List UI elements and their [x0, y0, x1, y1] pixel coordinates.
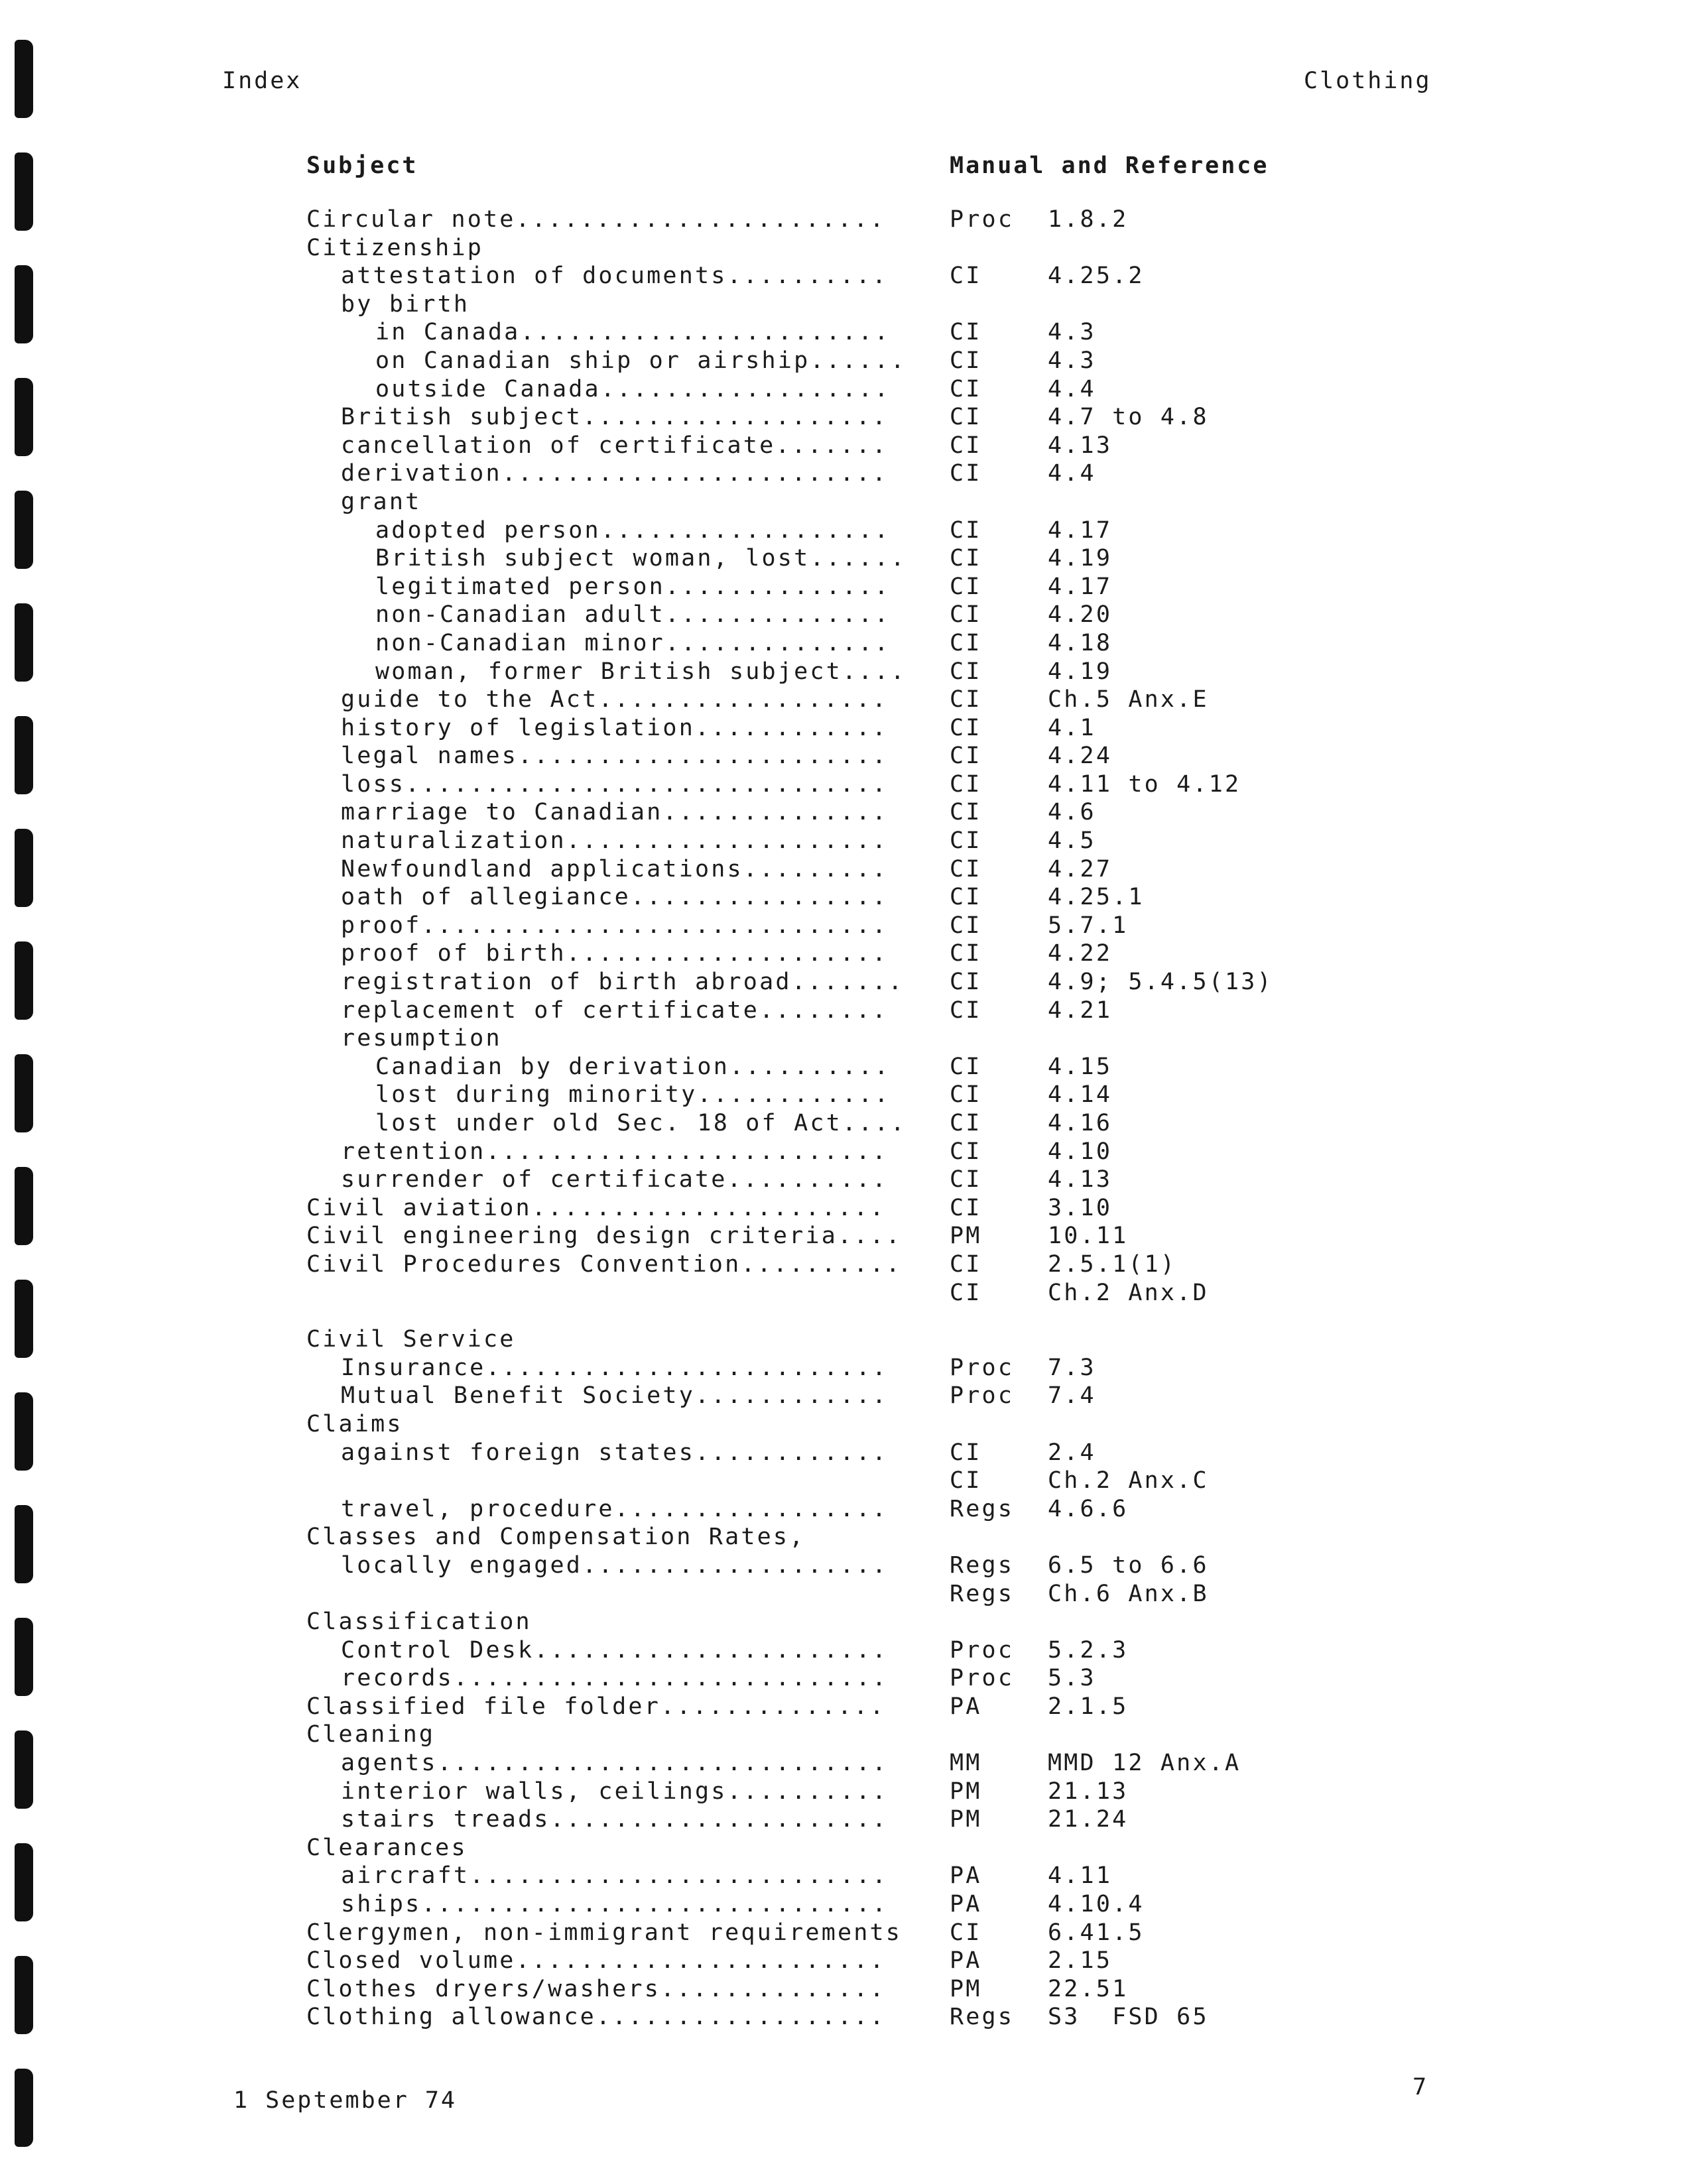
index-entry: [306, 1467, 1341, 1495]
entry-manual: CI: [950, 658, 982, 685]
entry-subject: proof of birth....................: [341, 940, 889, 967]
entry-manual: CI: [950, 770, 982, 798]
entry-subject: locally engaged...................: [341, 1551, 889, 1579]
subject-column-heading: Subject: [306, 152, 418, 179]
index-entry: [306, 714, 1341, 743]
entry-subject: on Canadian ship or airship......: [375, 347, 907, 374]
entry-subject: loss..............................: [341, 770, 889, 798]
index-entry: [306, 1138, 1341, 1166]
entry-subject: records...........................: [341, 1665, 889, 1692]
entry-reference: 4.11 to 4.12: [1048, 770, 1241, 798]
entry-manual: MM: [950, 1750, 982, 1777]
entry-reference: 4.19: [1048, 545, 1113, 572]
entry-manual: CI: [950, 1081, 982, 1109]
entry-manual: CI: [950, 432, 982, 459]
index-entry: [306, 1222, 1341, 1250]
entry-manual: CI: [950, 375, 982, 402]
index-entry: [306, 318, 1341, 347]
entry-reference: Ch.6 Anx.B: [1048, 1580, 1209, 1607]
index-entry: [306, 544, 1341, 573]
entry-manual: CI: [950, 743, 982, 770]
index-entry: [306, 206, 1341, 234]
entry-subject: Classified file folder..............: [306, 1693, 886, 1720]
entry-reference: 4.10.4: [1048, 1891, 1145, 1918]
entry-manual: CI: [950, 1919, 982, 1946]
entry-reference: 1.8.2: [1048, 206, 1129, 233]
entry-subject: Civil engineering design criteria....: [306, 1223, 903, 1250]
entry-subject: Classification: [306, 1608, 532, 1636]
index-entry: [306, 1721, 1341, 1749]
index-entry: [306, 855, 1341, 884]
entry-manual: CI: [950, 1110, 982, 1136]
entry-reference: MMD 12 Anx.A: [1048, 1750, 1241, 1777]
entry-subject: attestation of documents..........: [341, 263, 889, 290]
entry-subject: cancellation of certificate.......: [341, 432, 889, 459]
entry-manual: PM: [950, 1223, 982, 1250]
entry-manual: Regs: [950, 1551, 1015, 1579]
entry-subject: proof.............................: [341, 912, 889, 939]
entry-manual: CI: [950, 799, 982, 826]
entry-reference: 4.15: [1048, 1053, 1113, 1080]
entry-reference: 4.10: [1048, 1138, 1113, 1165]
index-entry: [306, 1919, 1341, 1947]
entry-subject: Insurance.........................: [341, 1354, 889, 1381]
index-entry: [306, 770, 1341, 799]
entry-manual: Proc: [950, 1665, 1015, 1692]
entry-reference: 4.9; 5.4.5(13): [1048, 969, 1273, 996]
entry-subject: British subject...................: [341, 404, 889, 431]
entry-manual: CI: [950, 940, 982, 967]
entry-manual: CI: [950, 1467, 982, 1494]
entry-subject: non-Canadian minor..............: [375, 629, 891, 656]
entry-subject: woman, former British subject....: [375, 658, 907, 685]
entry-reference: 4.19: [1048, 658, 1113, 685]
index-entry: [306, 1194, 1341, 1223]
entry-manual: CI: [950, 573, 982, 600]
index-entry: [306, 997, 1341, 1025]
entry-subject: outside Canada..................: [375, 375, 891, 402]
entry-subject: Clearances: [306, 1834, 468, 1861]
entry-subject: Newfoundland applications.........: [341, 855, 889, 882]
entry-reference: 21.13: [1048, 1778, 1129, 1805]
entry-subject: surrender of certificate..........: [341, 1166, 889, 1193]
entry-subject: history of legislation............: [341, 714, 889, 741]
entry-subject: Classes and Compensation Rates,: [306, 1524, 806, 1551]
binder-hole: [15, 152, 33, 231]
index-entry: [306, 1805, 1341, 1834]
entry-manual: Proc: [950, 1354, 1015, 1381]
entry-subject: derivation........................: [341, 460, 889, 487]
index-entry: [306, 1081, 1341, 1109]
entry-manual: PA: [950, 1693, 982, 1720]
index-entry: [306, 1354, 1341, 1382]
entry-reference: 4.7 to 4.8: [1048, 404, 1209, 431]
entry-manual: CI: [950, 855, 982, 882]
entry-manual: CI: [950, 912, 982, 939]
entry-reference: 10.11: [1048, 1223, 1129, 1250]
entry-subject: legitimated person..............: [375, 573, 891, 600]
entry-manual: CI: [950, 263, 982, 290]
entry-manual: CI: [950, 714, 982, 741]
index-entry: [306, 2003, 1341, 2032]
entry-manual: CI: [950, 969, 982, 996]
entry-subject: Civil Procedures Convention..........: [306, 1250, 903, 1278]
index-entry: [306, 1109, 1341, 1138]
index-entry: [306, 1024, 1341, 1053]
index-entry: [306, 1693, 1341, 1721]
entry-manual: PA: [950, 1891, 982, 1918]
entry-reference: 4.1: [1048, 714, 1096, 741]
entry-manual: Regs: [950, 1580, 1015, 1607]
entry-manual: CI: [950, 404, 982, 431]
entry-subject: by birth: [341, 290, 470, 318]
entry-subject: replacement of certificate........: [341, 997, 889, 1024]
entry-manual: CI: [950, 516, 982, 544]
index-entry: [306, 1382, 1341, 1410]
entry-manual: CI: [950, 601, 982, 629]
binder-hole: [15, 1392, 33, 1471]
index-entry: [306, 1975, 1341, 2004]
entry-subject: in Canada.......................: [375, 319, 891, 346]
entry-manual: Regs: [950, 1495, 1015, 1522]
entry-subject: Closed volume.......................: [306, 1947, 886, 1974]
index-entry: [306, 1890, 1341, 1919]
entry-subject: non-Canadian adult..............: [375, 601, 891, 629]
entry-subject: guide to the Act..................: [341, 686, 889, 713]
entry-reference: 4.6: [1048, 799, 1096, 826]
entry-reference: 4.17: [1048, 573, 1113, 600]
entry-manual: CI: [950, 1138, 982, 1165]
header-section-label: Clothing: [1304, 68, 1432, 94]
entry-reference: 22.51: [1048, 1975, 1129, 2002]
entry-subject: grant: [341, 488, 422, 515]
entry-manual: PM: [950, 1975, 982, 2002]
header-index-label: Index: [222, 68, 302, 94]
reference-column-heading: Manual and Reference: [950, 152, 1269, 179]
index-entry: [306, 234, 1341, 263]
entry-reference: 6.5 to 6.6: [1048, 1551, 1209, 1579]
entry-reference: 2.15: [1048, 1947, 1113, 1974]
entry-subject: Civil Service: [306, 1326, 516, 1353]
entry-manual: PA: [950, 1862, 982, 1890]
index-entry: [306, 1166, 1341, 1194]
index-entry: [306, 1778, 1341, 1806]
entry-reference: 4.25.2: [1048, 263, 1145, 290]
entry-reference: 4.21: [1048, 997, 1113, 1024]
index-entry: [306, 1947, 1341, 1975]
index-entry: [306, 1410, 1341, 1439]
binder-hole: [15, 1054, 33, 1132]
entry-reference: 5.2.3: [1048, 1636, 1129, 1664]
entry-subject: Clothes dryers/washers..............: [306, 1975, 886, 2002]
entry-subject: Control Desk......................: [341, 1636, 889, 1664]
entry-manual: CI: [950, 1439, 982, 1466]
entry-subject: Canadian by derivation..........: [375, 1053, 891, 1080]
entry-manual: Proc: [950, 1636, 1015, 1664]
entry-subject: marriage to Canadian..............: [341, 799, 889, 826]
entry-subject: Circular note.......................: [306, 206, 886, 233]
binder-hole: [15, 265, 33, 343]
index-entry: [306, 940, 1341, 968]
entry-reference: 21.24: [1048, 1806, 1129, 1833]
binder-holes: [15, 40, 41, 2161]
entry-subject: resumption: [341, 1025, 502, 1052]
entry-subject: travel, procedure.................: [341, 1495, 889, 1522]
entry-manual: CI: [950, 686, 982, 713]
entry-reference: 4.25.1: [1048, 884, 1145, 911]
entry-reference: Ch.2 Anx.C: [1048, 1467, 1209, 1494]
index-entry: [306, 686, 1341, 714]
index-entry: [306, 1495, 1341, 1524]
entry-manual: CI: [950, 1250, 982, 1278]
entry-subject: aircraft..........................: [341, 1862, 889, 1890]
entry-reference: 4.11: [1048, 1862, 1113, 1890]
entry-manual: CI: [950, 629, 982, 656]
entry-manual: CI: [950, 1279, 982, 1306]
index-entry: [306, 1279, 1341, 1307]
binder-hole: [15, 716, 33, 794]
index-entry: [306, 968, 1341, 997]
index-entry: [306, 347, 1341, 375]
entry-reference: 4.18: [1048, 629, 1113, 656]
index-entry: [306, 1439, 1341, 1467]
binder-hole: [15, 603, 33, 682]
binder-hole: [15, 1956, 33, 2034]
index-entry: [306, 573, 1341, 601]
binder-hole: [15, 829, 33, 907]
entry-reference: 4.3: [1048, 347, 1096, 374]
entry-reference: 6.41.5: [1048, 1919, 1145, 1946]
index-entry: [306, 516, 1341, 545]
binder-hole: [15, 1843, 33, 1921]
entry-subject: against foreign states............: [341, 1439, 889, 1466]
entry-reference: 4.4: [1048, 460, 1096, 487]
entry-manual: CI: [950, 1053, 982, 1080]
index-entry: [306, 262, 1341, 290]
index-entry: [306, 375, 1341, 404]
entry-manual: Proc: [950, 1382, 1015, 1410]
binder-hole: [15, 2069, 33, 2147]
index-entry: [306, 1608, 1341, 1636]
index-entry: [306, 403, 1341, 432]
entry-reference: 4.5: [1048, 827, 1096, 855]
entry-reference: 5.7.1: [1048, 912, 1129, 939]
entry-subject: Citizenship: [306, 234, 483, 261]
binder-hole: [15, 1618, 33, 1696]
entry-reference: 2.1.5: [1048, 1693, 1129, 1720]
index-entry: [306, 1580, 1341, 1608]
entry-subject: Mutual Benefit Society............: [341, 1382, 889, 1410]
entry-reference: 7.4: [1048, 1382, 1096, 1410]
binder-hole: [15, 40, 33, 118]
entry-subject: Civil aviation......................: [306, 1194, 886, 1221]
index-entry: [306, 1551, 1341, 1580]
index-entries: [306, 206, 1341, 2032]
entry-subject: adopted person..................: [375, 516, 891, 544]
index-entry: [306, 827, 1341, 855]
entry-manual: PM: [950, 1806, 982, 1833]
entry-subject: lost during minority............: [375, 1081, 891, 1109]
entry-subject: agents............................: [341, 1750, 889, 1777]
entry-reference: 4.13: [1048, 1166, 1113, 1193]
entry-reference: 4.14: [1048, 1081, 1113, 1109]
entry-reference: 4.27: [1048, 855, 1113, 882]
entry-subject: retention.........................: [341, 1138, 889, 1165]
entry-reference: 2.4: [1048, 1439, 1096, 1466]
index-entry: [306, 1053, 1341, 1081]
entry-subject: Clothing allowance..................: [306, 2004, 886, 2031]
index-entry: [306, 629, 1341, 658]
entry-manual: Proc: [950, 206, 1015, 233]
entry-manual: PM: [950, 1778, 982, 1805]
entry-subject: interior walls, ceilings..........: [341, 1778, 889, 1805]
entry-reference: 4.16: [1048, 1110, 1113, 1136]
entry-manual: Regs: [950, 2004, 1015, 2031]
index-entry: [306, 658, 1341, 686]
entry-subject: registration of birth abroad.......: [341, 969, 905, 996]
index-entry: [306, 1325, 1341, 1354]
index-entry: [306, 912, 1341, 940]
index-entry: [306, 1664, 1341, 1693]
binder-hole: [15, 378, 33, 456]
entry-reference: S3 FSD 65: [1048, 2004, 1209, 2031]
entry-manual: CI: [950, 1166, 982, 1193]
index-entry: [306, 1636, 1341, 1665]
index-entry: [306, 432, 1341, 460]
entry-manual: CI: [950, 1194, 982, 1221]
index-entry: [306, 1749, 1341, 1778]
index-entry: [306, 798, 1341, 827]
entry-subject: Claims: [306, 1410, 403, 1437]
entry-reference: 4.3: [1048, 319, 1096, 346]
entry-reference: 5.3: [1048, 1665, 1096, 1692]
index-entry: [306, 1834, 1341, 1862]
entry-manual: CI: [950, 997, 982, 1024]
binder-hole: [15, 1505, 33, 1583]
entry-reference: Ch.2 Anx.D: [1048, 1279, 1209, 1306]
index-entry: [306, 290, 1341, 319]
entry-reference: 4.20: [1048, 601, 1113, 629]
entry-manual: CI: [950, 319, 982, 346]
index-entry: [306, 1250, 1341, 1279]
entry-reference: 3.10: [1048, 1194, 1113, 1221]
entry-subject: British subject woman, lost......: [375, 545, 907, 572]
entry-subject: Clergymen, non-immigrant requirements: [306, 1919, 903, 1946]
index-entry: [306, 1862, 1341, 1890]
entry-manual: CI: [950, 545, 982, 572]
binder-hole: [15, 1730, 33, 1809]
binder-hole: [15, 941, 33, 1020]
entry-subject: lost under old Sec. 18 of Act....: [375, 1110, 907, 1136]
entry-reference: 7.3: [1048, 1354, 1096, 1381]
binder-hole: [15, 491, 33, 569]
entry-subject: Cleaning: [306, 1721, 436, 1748]
footer-date: 1 September 74: [233, 2087, 458, 2114]
entry-manual: CI: [950, 884, 982, 911]
entry-subject: naturalization....................: [341, 827, 889, 855]
entry-manual: CI: [950, 460, 982, 487]
entry-manual: PA: [950, 1947, 982, 1974]
entry-reference: 2.5.1(1): [1048, 1250, 1177, 1278]
index-entry: [306, 1523, 1341, 1551]
binder-hole: [15, 1280, 33, 1358]
index-entry: [306, 488, 1341, 516]
entry-subject: stairs treads.....................: [341, 1806, 889, 1833]
binder-hole: [15, 1167, 33, 1245]
entry-reference: 4.6.6: [1048, 1495, 1129, 1522]
page-number: 7: [1412, 2074, 1427, 2100]
entry-reference: 4.22: [1048, 940, 1113, 967]
entry-manual: CI: [950, 347, 982, 374]
entry-reference: Ch.5 Anx.E: [1048, 686, 1209, 713]
entry-subject: legal names.......................: [341, 743, 889, 770]
entry-reference: 4.4: [1048, 375, 1096, 402]
index-entry: [306, 742, 1341, 770]
entry-spacer: [306, 1307, 1341, 1325]
entry-reference: 4.13: [1048, 432, 1113, 459]
entry-subject: ships.............................: [341, 1891, 889, 1918]
entry-reference: 4.24: [1048, 743, 1113, 770]
index-entry: [306, 883, 1341, 912]
entry-subject: oath of allegiance................: [341, 884, 889, 911]
entry-manual: CI: [950, 827, 982, 855]
entry-reference: 4.17: [1048, 516, 1113, 544]
index-entry: [306, 601, 1341, 629]
index-entry: [306, 459, 1341, 488]
